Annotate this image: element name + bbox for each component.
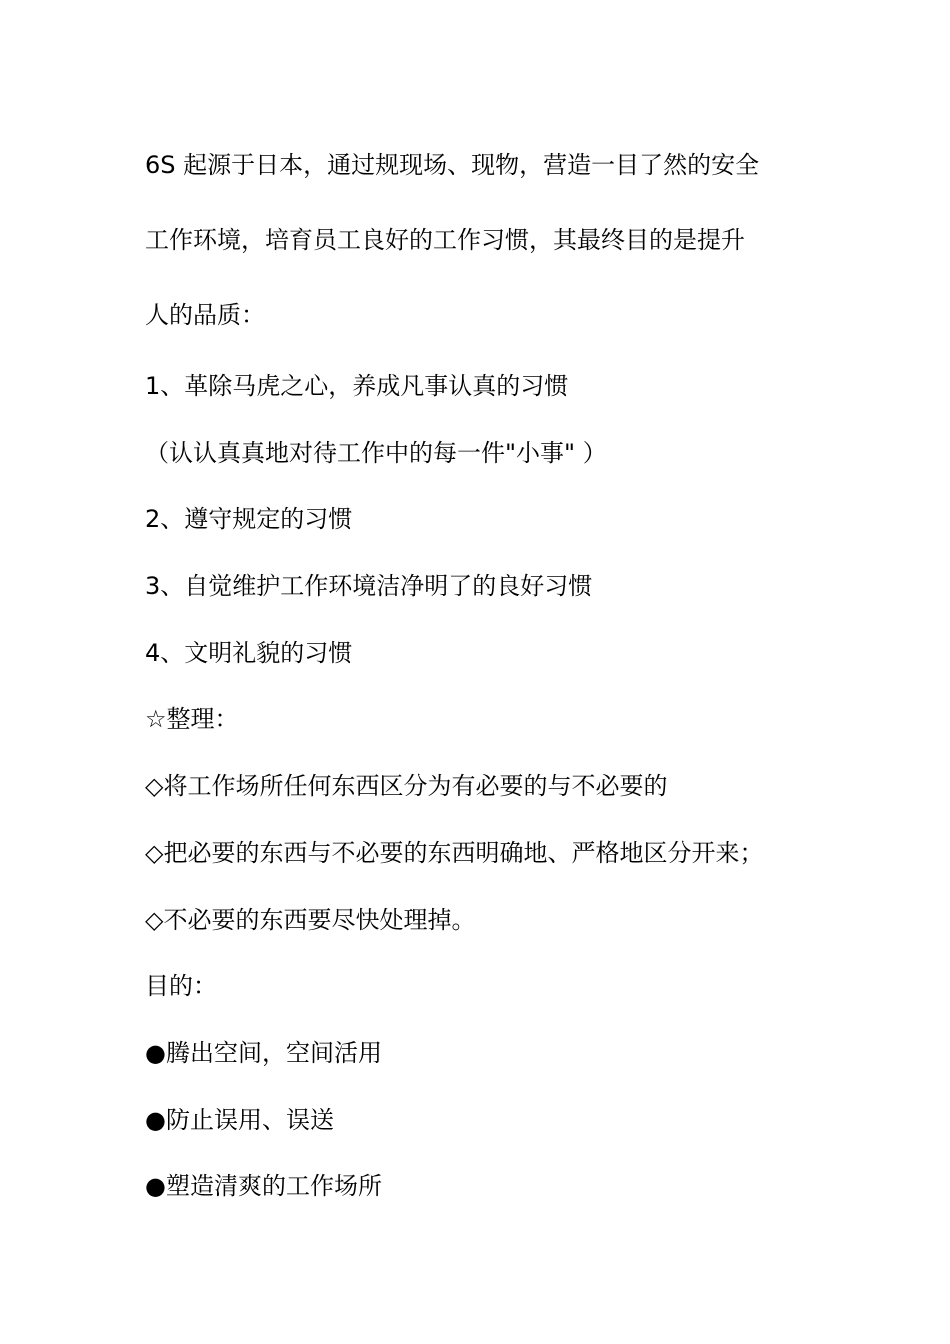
purpose-heading: 目的： xyxy=(145,972,217,1001)
intro-line: 6S 起源于日本，通过规现场、现物，营造一目了然的安全 xyxy=(145,151,760,179)
document-body xyxy=(145,128,825,1220)
habit-item-1-note: （认认真真地对待工作中的每一件"小事" ） xyxy=(145,438,607,467)
seiri-point: ◇把必要的东西与不必要的东西明确地、严格地区分开来； xyxy=(145,838,764,867)
habit-item-1: 1、革除马虎之心，养成凡事认真的习惯 xyxy=(145,372,569,400)
intro-paragraph xyxy=(145,128,825,353)
habit-item-4: 4、文明礼貌的习惯 xyxy=(145,638,353,667)
purpose-item: ●防止误用、误送 xyxy=(145,1105,334,1134)
intro-line: 工作环境，培育员工良好的工作习惯，其最终目的是提升 xyxy=(145,226,745,254)
habit-list xyxy=(145,353,825,1220)
purpose-item: ●腾出空间，空间活用 xyxy=(145,1038,382,1067)
habit-item-2: 2、遵守规定的习惯 xyxy=(145,505,353,534)
seiri-point: ◇将工作场所任何东西区分为有必要的与不必要的 xyxy=(145,772,668,801)
seiri-point: ◇不必要的东西要尽快处理掉。 xyxy=(145,905,476,934)
section-heading-seiri: ☆整理： xyxy=(145,705,239,734)
purpose-item: ●塑造清爽的工作场所 xyxy=(145,1172,382,1201)
habit-item-3: 3、自觉维护工作环境洁净明了的良好习惯 xyxy=(145,572,593,601)
intro-line: 人的品质： xyxy=(145,301,265,329)
